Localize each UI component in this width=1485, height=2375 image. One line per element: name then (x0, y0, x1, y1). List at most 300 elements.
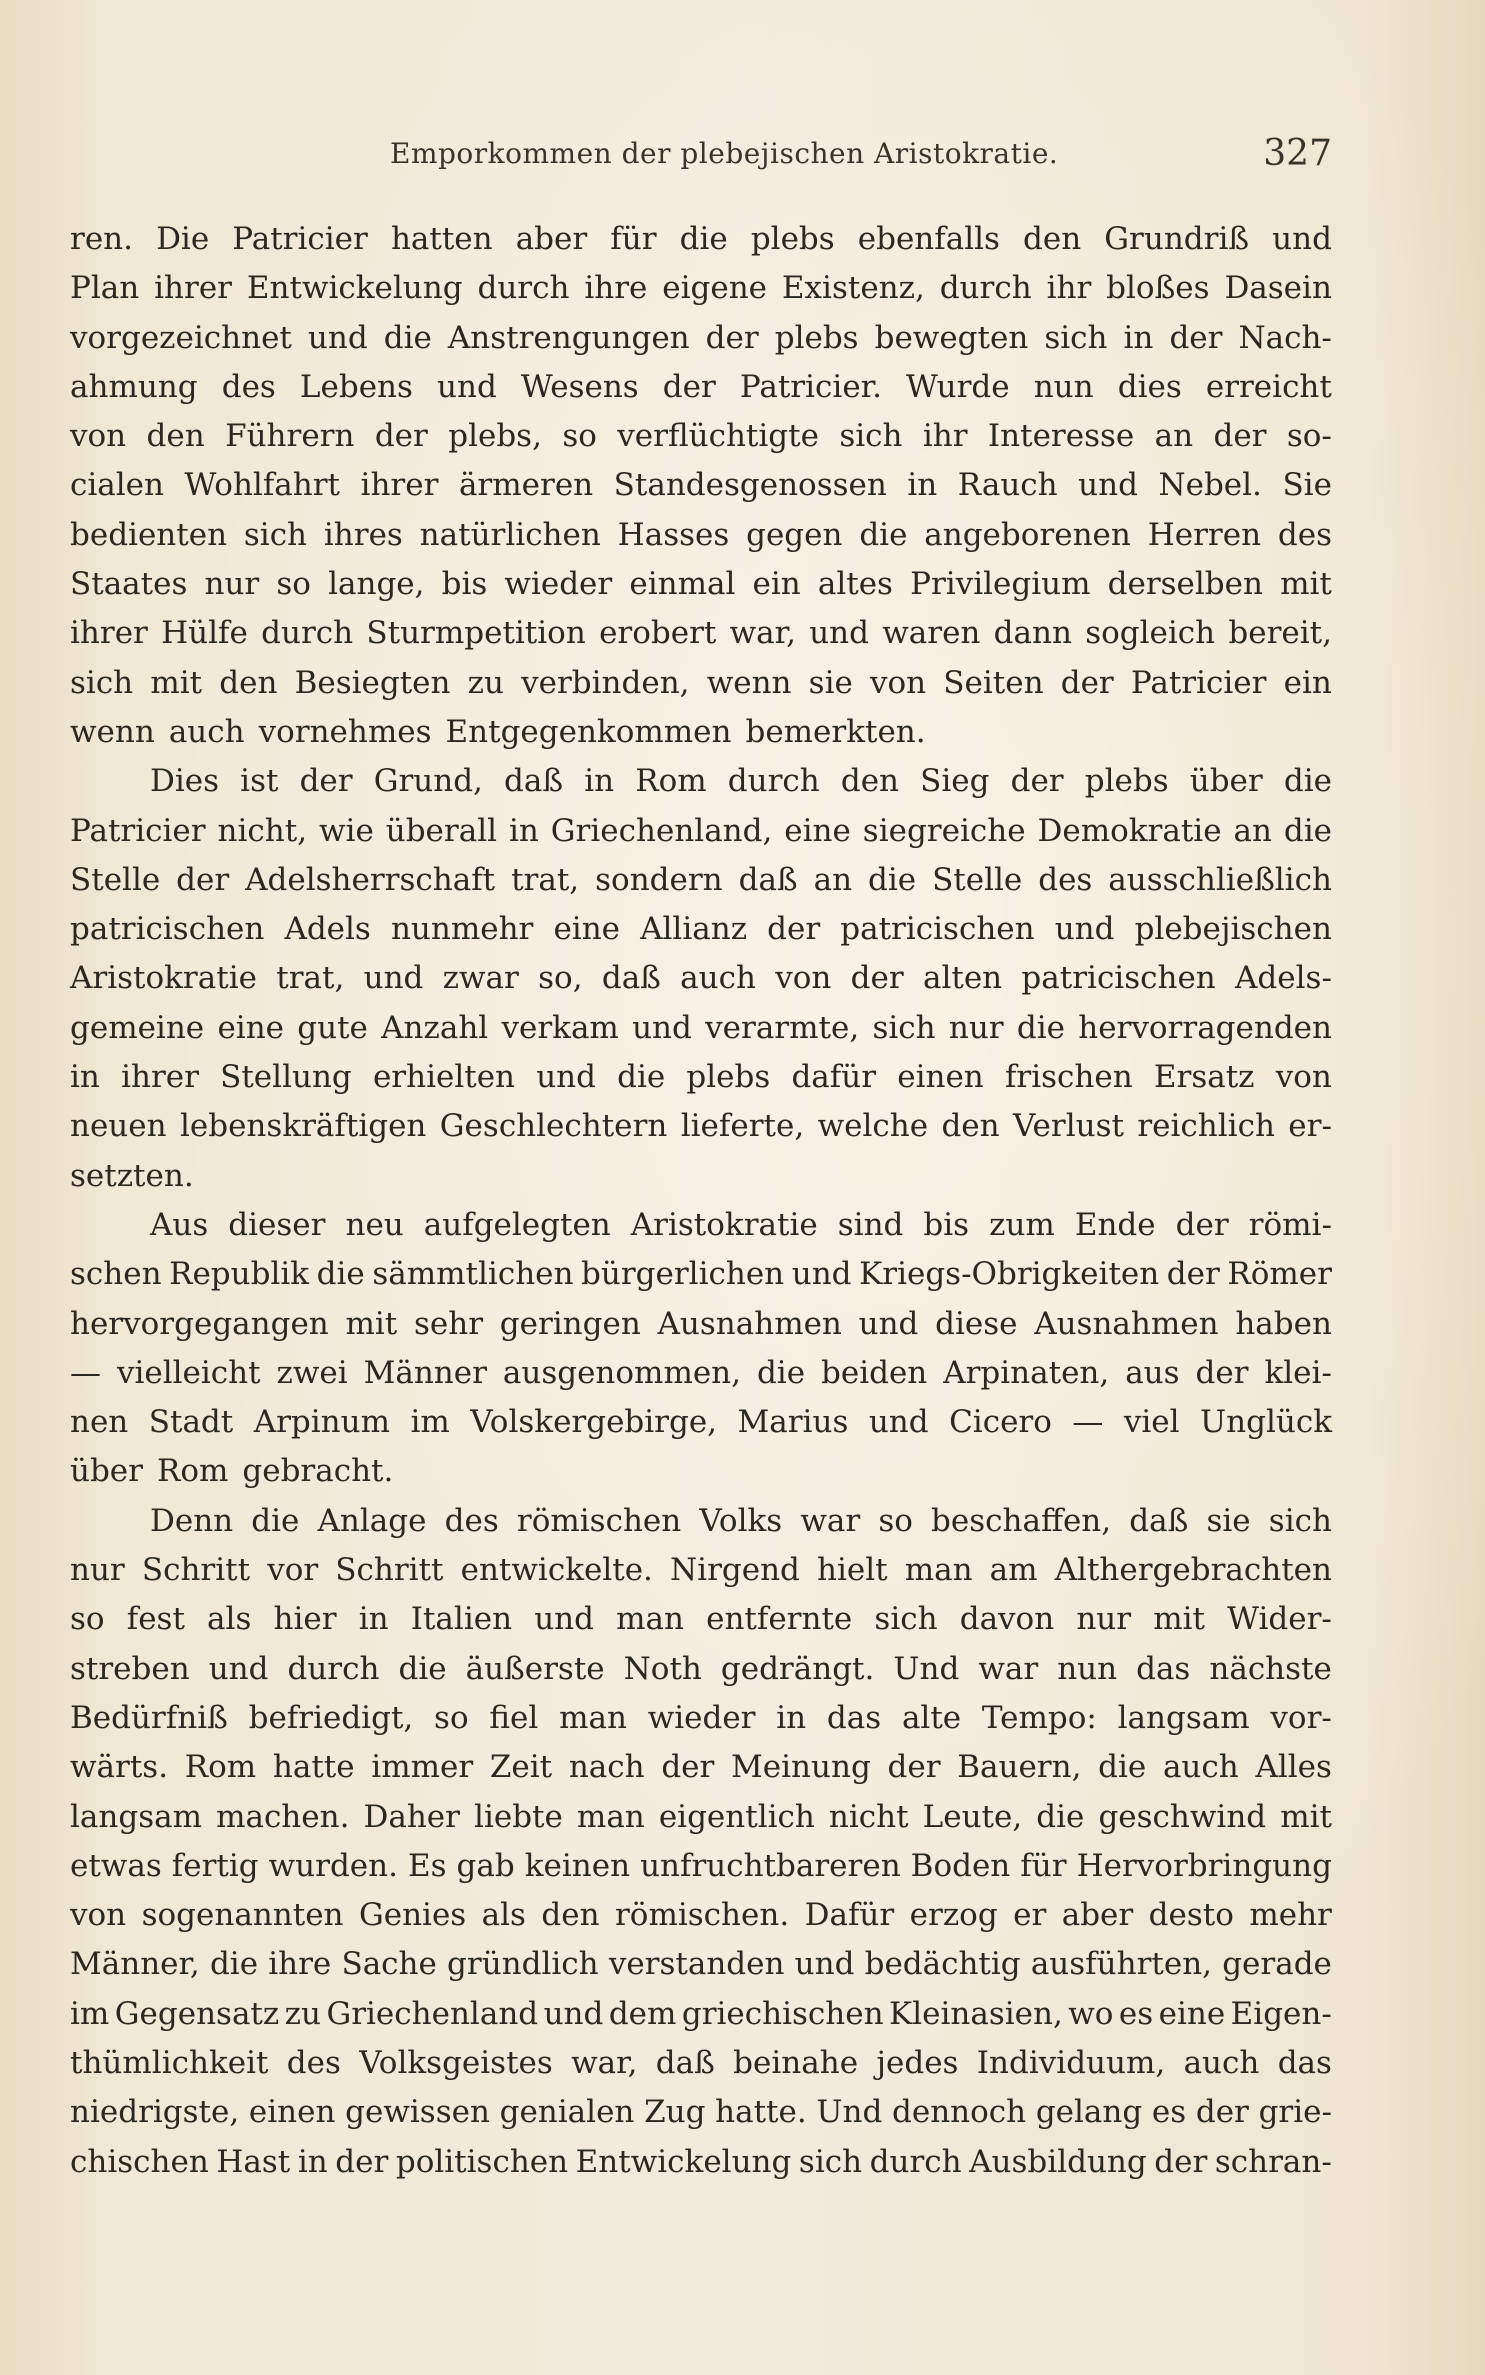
word: das (1136, 1650, 1191, 1687)
word: diese (935, 1305, 1018, 1342)
word: ihrer (70, 615, 148, 652)
word: sind (837, 1206, 904, 1243)
word: über (70, 1453, 143, 1490)
word: Dasein (1224, 270, 1332, 307)
word: daß (655, 2044, 715, 2081)
word: Rom (635, 763, 707, 800)
word: und (858, 1305, 919, 1342)
word: derselben (1107, 566, 1263, 603)
word: daß (601, 960, 661, 997)
word: entwickelte. (460, 1552, 653, 1589)
word: keinen (524, 1847, 631, 1884)
word: vornehmes (258, 713, 432, 750)
word: streben (70, 1650, 190, 1687)
word: Volskergebirge, (470, 1404, 718, 1441)
word: die (1016, 1009, 1065, 1046)
word: ist (240, 763, 279, 800)
word: thümlichkeit (70, 2044, 269, 2081)
word: Zeit (489, 1749, 553, 1786)
word: römischen (516, 1502, 682, 1539)
word: jedes (876, 2044, 959, 2081)
word: der (299, 763, 353, 800)
word: und (1272, 221, 1332, 257)
word: an (1154, 418, 1194, 455)
word: Männer, (70, 1946, 200, 1983)
text-line (70, 659, 1332, 708)
word: Denn (150, 1502, 234, 1539)
word: zu (284, 1995, 321, 2032)
word: ausgenommen, (502, 1354, 742, 1391)
word: der (767, 911, 821, 948)
word: und (868, 1404, 929, 1441)
word: entfernte (706, 1601, 853, 1638)
word: geringen (499, 1305, 641, 1342)
text-line (70, 757, 1332, 806)
word: römischen. (614, 1897, 790, 1934)
word: für (1020, 1847, 1067, 1884)
word: und (307, 319, 368, 356)
word: neu (345, 1206, 404, 1243)
word: verkam (501, 1009, 619, 1046)
word: lange, (328, 566, 425, 603)
word: Adels- (1235, 960, 1332, 997)
word: Griechenland (326, 1995, 539, 2032)
word: sich (874, 1601, 938, 1638)
word: die (756, 1354, 806, 1391)
word: ihrer (121, 1059, 199, 1096)
word: der (705, 319, 759, 356)
word: als (481, 1897, 526, 1934)
word: Und (816, 2094, 883, 2131)
word: welche (817, 1108, 929, 1145)
word: ausführten, (1030, 1946, 1213, 1983)
word: und (809, 615, 869, 652)
word: von (70, 418, 127, 455)
word: Existenz, (781, 270, 925, 307)
word: hatten (390, 221, 493, 257)
word: cialen (70, 467, 164, 504)
word: und (363, 960, 424, 997)
word: erzog (909, 1897, 998, 1934)
word: in (358, 1601, 389, 1638)
word: klei- (1264, 1354, 1332, 1391)
word: unfruchtbareren (640, 1847, 901, 1884)
word: man (576, 1798, 645, 1835)
word: bürgerlichen (581, 1256, 785, 1293)
word: die (617, 1059, 666, 1096)
word: Schritt (335, 1552, 444, 1589)
word: Grundriß (1104, 221, 1250, 257)
word: hier (273, 1601, 337, 1638)
word: plebejischen (1134, 911, 1332, 948)
word: langsam (70, 1798, 202, 1835)
word: plebs, (448, 418, 542, 455)
word: vor (267, 1552, 319, 1589)
word: die (383, 319, 432, 356)
word: der (1195, 2094, 1249, 2131)
word: in (297, 2143, 328, 2180)
word: mit (345, 1305, 398, 1342)
word: Wohlfahrt (184, 467, 341, 504)
word: Stelle (70, 861, 161, 898)
word: ein (752, 566, 801, 603)
word: daß (504, 763, 564, 800)
word: Hasses (617, 516, 730, 553)
word: wieder (647, 1699, 756, 1736)
word: gemeine (70, 1009, 205, 1046)
word: auch (1162, 1749, 1239, 1786)
word: des (221, 368, 276, 405)
word: das (826, 1699, 882, 1736)
word: Rom (184, 1749, 257, 1786)
word: auch (168, 713, 245, 750)
word: der (887, 1749, 941, 1786)
word: und (1054, 911, 1115, 948)
word: der (662, 368, 716, 405)
word: Hervorbringung (1076, 1847, 1332, 1884)
word: Eigen- (1230, 1995, 1332, 2032)
word: war, (729, 615, 796, 652)
word: sogenannten (141, 1897, 344, 1934)
word: Individuum, (976, 2044, 1166, 2081)
word: politischen (395, 2143, 569, 2180)
word: war (800, 1502, 861, 1539)
word: nur (948, 1009, 1004, 1046)
text-line (70, 1940, 1332, 1989)
word: sondern (595, 861, 723, 898)
word: trat, (511, 861, 580, 898)
word: Schritt (141, 1552, 251, 1589)
word: bis (923, 1206, 970, 1243)
text-line (70, 1595, 1332, 1644)
word: Demokratie (1037, 812, 1222, 849)
word: von (775, 960, 832, 997)
word: Entwickelung (246, 270, 463, 307)
text-line (70, 1497, 1332, 1546)
word: Grund, (373, 763, 483, 800)
word: man (559, 1699, 627, 1736)
word: verbinden, (521, 664, 690, 701)
word: aber (1061, 1897, 1134, 1934)
word: nur (70, 1552, 125, 1589)
word: Leute, (922, 1798, 1023, 1835)
word: Anzahl (381, 1009, 489, 1046)
word: sich (1044, 319, 1108, 356)
word: frischen (1004, 1059, 1133, 1096)
word: aber (515, 221, 588, 257)
word: Standesgenossen (613, 467, 887, 504)
word: Zug (644, 2094, 706, 2131)
word: von (869, 664, 927, 701)
word: des (1038, 861, 1093, 898)
word: Nebel. (1158, 467, 1262, 504)
word: reichlich (1137, 1108, 1275, 1145)
word: Seiten (943, 664, 1044, 701)
word: Entwickelung (575, 2143, 792, 2180)
word: der (850, 960, 904, 997)
word: ihre (584, 270, 648, 307)
word: der (1175, 1206, 1229, 1243)
text-line (70, 1990, 1332, 2039)
text-line (70, 1053, 1332, 1102)
word: Sturmpetition (366, 615, 586, 652)
word: der (661, 1749, 715, 1786)
word: des (286, 2044, 341, 2081)
word: Interesse (987, 418, 1135, 455)
word: sich (798, 2143, 863, 2180)
text-line (70, 1300, 1332, 1349)
word: den (219, 664, 278, 701)
word: Allianz (640, 911, 748, 948)
word: und (208, 1650, 269, 1687)
word: geschwind (1098, 1798, 1267, 1835)
word: Aristokratie (70, 960, 257, 997)
word: der (1154, 2143, 1208, 2180)
text-line (70, 708, 1332, 757)
word: Althergebrachten (1054, 1552, 1332, 1589)
word: altes (817, 566, 893, 603)
word: alten (922, 960, 1003, 997)
word: Volks (699, 1502, 783, 1539)
word: die (868, 861, 917, 898)
word: gute (297, 1009, 368, 1046)
word: der (1010, 763, 1064, 800)
word: genialen (499, 2094, 635, 2131)
word: waren (882, 615, 981, 652)
word: erhielten (372, 1059, 516, 1096)
word: gedrängt. (720, 1650, 875, 1687)
word: auch (680, 960, 756, 997)
word: sich (243, 516, 308, 553)
word: und (632, 1009, 692, 1046)
word: ein (1283, 664, 1332, 701)
word: Alles (1255, 1749, 1332, 1786)
word: und (437, 368, 497, 405)
word: der (176, 861, 230, 898)
word: Sie (1282, 467, 1332, 504)
word: eine (553, 911, 621, 948)
word: so (276, 566, 311, 603)
word: mit (1280, 1798, 1332, 1835)
word: die (209, 1946, 259, 1983)
word: Kriegs-Obrigkeiten (859, 1256, 1160, 1293)
text-line (70, 954, 1332, 1003)
word: die (316, 1256, 365, 1293)
word: siegreiche (862, 812, 1026, 849)
word: so- (1286, 418, 1332, 455)
word: neuen (70, 1108, 167, 1145)
word: mit (1280, 566, 1332, 603)
word: Kleinasien, (889, 1995, 1063, 2032)
word: Ausnahmen (1034, 1305, 1219, 1342)
word: so (434, 1699, 469, 1736)
word: Männer (363, 1354, 487, 1391)
word: hervorgegangen (70, 1305, 329, 1342)
word: Daher (363, 1798, 460, 1835)
word: grie- (1258, 2094, 1332, 2131)
word: des (444, 1502, 499, 1539)
text-line (70, 1152, 1332, 1201)
word: Dies (150, 763, 220, 800)
word: ihrer (154, 270, 232, 307)
word: Italien (410, 1601, 513, 1638)
word: Noth (623, 1650, 702, 1687)
text-line (70, 363, 1332, 412)
word: ihre (268, 1946, 332, 1983)
word: gab (456, 1847, 515, 1884)
text-line (70, 856, 1332, 905)
word: verstanden (608, 1946, 785, 1983)
word: Dafür (804, 1897, 895, 1934)
word: gegen (746, 516, 843, 553)
word: am (989, 1552, 1038, 1589)
word: Wider- (1227, 1601, 1332, 1638)
word: gebracht. (242, 1453, 394, 1490)
word: den (941, 1108, 1000, 1145)
word: in (508, 812, 539, 849)
word: davon (959, 1601, 1055, 1638)
word: aus (1125, 1354, 1180, 1391)
word: ihr (922, 418, 968, 455)
word: Stelle (932, 861, 1023, 898)
word: man (616, 1601, 684, 1638)
word: die (859, 516, 908, 553)
word: patricischen (70, 911, 265, 948)
word: patricischen (1021, 960, 1216, 997)
word: im (70, 1995, 110, 2032)
word: alte (901, 1699, 962, 1736)
word: in (70, 1059, 100, 1096)
word: Römer (1227, 1256, 1332, 1293)
word: Anstrengungen (447, 319, 690, 356)
word: Aristokratie (630, 1206, 818, 1243)
word: ahmung (70, 368, 198, 405)
text-line (70, 1349, 1332, 1398)
text-line (70, 511, 1332, 560)
word: es (1118, 1995, 1154, 2032)
word: erreicht (1205, 368, 1332, 405)
word: sehr (413, 1305, 484, 1342)
word: mehr (1249, 1897, 1332, 1934)
text-line (70, 807, 1332, 856)
word: durch (287, 1650, 380, 1687)
word: Hast (216, 2143, 291, 2180)
word: einen (897, 1059, 984, 1096)
word: liebte (474, 1798, 563, 1835)
text-line (70, 314, 1332, 363)
word: den (840, 763, 900, 800)
word: vielleicht (116, 1354, 261, 1391)
word: vorgezeichnet (70, 319, 292, 356)
word: ihrer (360, 467, 439, 504)
word: nur (1076, 1601, 1132, 1638)
word: den (1023, 221, 1082, 257)
word: Bauern, (957, 1749, 1082, 1786)
text-line (70, 1645, 1332, 1694)
word: sie (1206, 1502, 1251, 1539)
word: beschaffen, (931, 1502, 1112, 1539)
word: bemerkten. (745, 713, 926, 750)
word: dieser (228, 1206, 326, 1243)
word: von (70, 1897, 127, 1934)
word: Meinung (731, 1749, 871, 1786)
text-line (70, 1102, 1332, 1151)
word: eine (217, 1009, 285, 1046)
text-line (70, 2138, 1332, 2187)
word: nun (1033, 368, 1094, 405)
word: etwas (70, 1847, 162, 1884)
word: Unglück (1200, 1404, 1332, 1441)
word: Führern (225, 418, 355, 455)
page-number: 327 (1263, 133, 1332, 174)
word: nun (1057, 1650, 1118, 1687)
word: Plan (70, 270, 140, 307)
word: im (410, 1404, 450, 1441)
word: hielt (817, 1552, 888, 1589)
word: vor- (1270, 1699, 1332, 1736)
word: Arpinaten, (943, 1354, 1110, 1391)
text-line (70, 1694, 1332, 1743)
word: von (1275, 1059, 1332, 1096)
word: ihr (1046, 270, 1092, 307)
word: die (398, 1650, 447, 1687)
word: römi- (1248, 1206, 1332, 1243)
word: Patricier (1130, 664, 1267, 701)
word: die (1283, 763, 1332, 800)
word: Ende (1074, 1206, 1156, 1243)
word: chischen (70, 2143, 209, 2180)
word: Hülfe (161, 615, 248, 652)
word: bis (441, 566, 488, 603)
text-line (70, 1743, 1332, 1792)
word: ren. (70, 221, 133, 257)
text-line (70, 2088, 1332, 2137)
word: nur (204, 566, 260, 603)
word: Herren (1147, 516, 1262, 553)
word: viel (1123, 1404, 1180, 1441)
word: durch (261, 615, 354, 652)
text-line (70, 905, 1332, 954)
text-line (70, 1842, 1332, 1891)
word: sich (1268, 1502, 1332, 1539)
word: so (562, 418, 597, 455)
word: und (534, 1601, 594, 1638)
word: eigene (662, 270, 768, 307)
word: Es (407, 1847, 447, 1884)
text-line (70, 1546, 1332, 1595)
word: das (1277, 2044, 1332, 2081)
word: Geschlechtern (439, 1108, 668, 1145)
word: so, (538, 960, 583, 997)
word: die (1036, 1798, 1085, 1835)
running-title: Emporkommen der plebejischen Aristokratie. (390, 137, 1059, 170)
word: bewegten (874, 319, 1029, 356)
word: Aus (150, 1206, 209, 1243)
word: ebenfalls (857, 221, 1000, 257)
word: der (1195, 1354, 1249, 1391)
word: Privilegium (910, 566, 1091, 603)
word: Nach- (1238, 319, 1332, 356)
word: ausschließlich (1108, 861, 1332, 898)
word: schran- (1214, 2143, 1332, 2180)
word: plebs (686, 1059, 771, 1096)
word: dennoch (892, 2094, 1027, 2131)
word: gerade (1222, 1946, 1332, 1983)
word: der (335, 2143, 389, 2180)
word: Bedürfniß (70, 1699, 228, 1736)
body-text (70, 215, 1332, 2187)
word: Gegensatz (114, 1995, 280, 2032)
